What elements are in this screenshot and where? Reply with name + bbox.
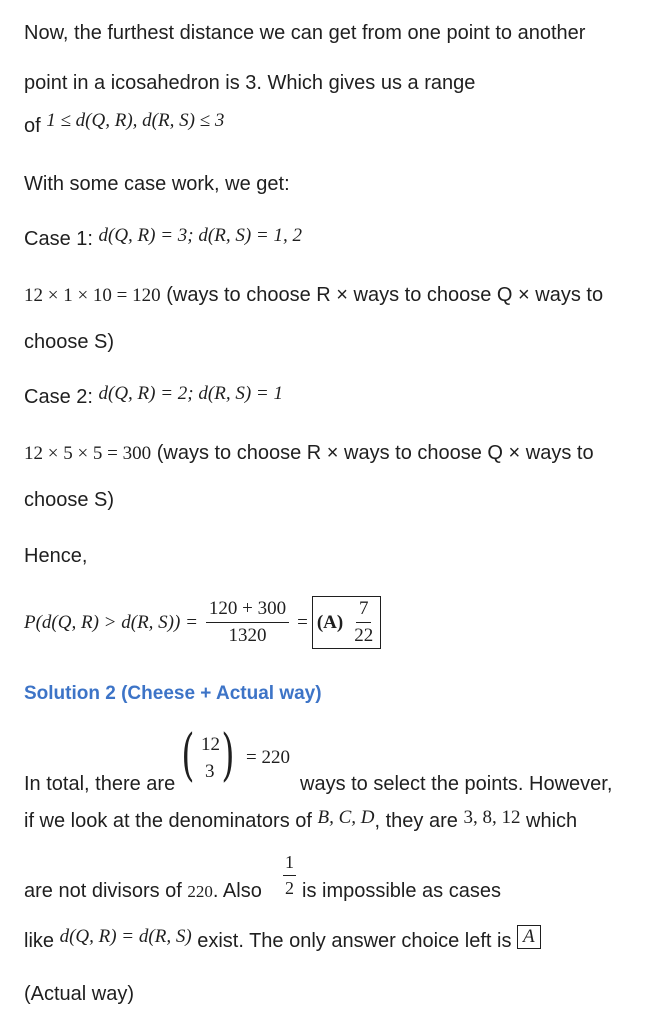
- text-fragment: are not divisors of: [24, 880, 182, 902]
- conclusion-line: [24, 926, 541, 954]
- probability-equation: [24, 596, 381, 649]
- half-fraction: [283, 852, 296, 899]
- equals-sign: =: [297, 611, 308, 633]
- math-expression: 12 × 1 × 10 = 120: [24, 285, 161, 306]
- denominators-line: [24, 807, 578, 833]
- answer-label: (A): [316, 611, 344, 633]
- text-fragment: (ways to choose R × ways to choose Q × ways to: [166, 284, 604, 306]
- math-expression: d(Q, R) = d(R, S): [59, 926, 192, 947]
- half-denominator: 2: [285, 878, 294, 898]
- math-expression: 3, 8, 12: [463, 807, 521, 828]
- math-expression: 1 ≤ d(Q, R), d(R, S) ≤ 3: [46, 110, 225, 131]
- text-line: choose S): [24, 331, 115, 353]
- boxed-answer-a: A: [517, 925, 541, 949]
- equation-lhs: P(d(Q, R) > d(R, S)) =: [24, 611, 198, 633]
- answer-denominator: 22: [354, 625, 374, 646]
- case-label: Case 1:: [24, 228, 93, 250]
- case-2-count-line: [24, 442, 594, 465]
- text-fragment: like: [24, 930, 55, 952]
- text-fragment: . Also: [212, 880, 262, 902]
- text-line: Now, the furthest distance we can get from one point to another: [24, 22, 586, 44]
- text-line: choose S): [24, 489, 115, 511]
- text-line: (Actual way): [24, 983, 135, 1005]
- text-fragment: which: [526, 810, 578, 832]
- binomial-bottom: 3: [205, 761, 215, 782]
- math-expression: d(Q, R) = 3; d(R, S) = 1, 2: [98, 225, 302, 246]
- text-fragment: (ways to choose R × ways to choose Q × ways to: [156, 442, 594, 464]
- answer-numerator: 7: [356, 598, 372, 623]
- boxed-answer: [312, 596, 381, 649]
- case-1-count-line: [24, 284, 603, 307]
- math-expression: B, C, D: [317, 807, 375, 828]
- math-expression: 12 × 5 × 5 = 300: [24, 443, 152, 464]
- text-fragment: In total, there are: [24, 773, 176, 795]
- case-1-line: [24, 225, 302, 251]
- text-fragment: , they are: [374, 810, 458, 832]
- text-fragment: of: [24, 115, 41, 137]
- binomial-coefficient: [181, 723, 241, 790]
- text-fragment: exist. The only answer choice left is: [197, 930, 512, 952]
- case-label: Case 2:: [24, 386, 93, 408]
- text-fragment: if we look at the denominators of: [24, 810, 312, 832]
- case-2-line: [24, 383, 283, 409]
- probability-fraction: [206, 598, 289, 647]
- left-paren: (: [181, 723, 195, 788]
- answer-fraction: [351, 598, 376, 647]
- section-heading: Solution 2 (Cheese + Actual way): [24, 683, 322, 704]
- fraction-denominator: 1320: [228, 625, 267, 646]
- half-numerator: 1: [283, 852, 296, 876]
- text-line: With some case work, we get:: [24, 173, 290, 195]
- math-expression: d(Q, R) = 2; d(R, S) = 1: [98, 383, 283, 404]
- binomial-top: 12: [201, 734, 220, 755]
- binomial-result: = 220: [246, 747, 290, 768]
- math-expression: 220: [187, 882, 213, 901]
- range-line: [24, 110, 225, 138]
- text-fragment: ways to select the points. However,: [300, 773, 613, 795]
- right-paren: ): [221, 723, 235, 788]
- divisors-line: [24, 880, 262, 903]
- text-fragment: is impossible as cases: [302, 880, 501, 902]
- text-line: point in a icosahedron is 3. Which gives us a range: [24, 72, 476, 94]
- text-line: Hence,: [24, 545, 88, 567]
- fraction-numerator: 120 + 300: [206, 598, 289, 623]
